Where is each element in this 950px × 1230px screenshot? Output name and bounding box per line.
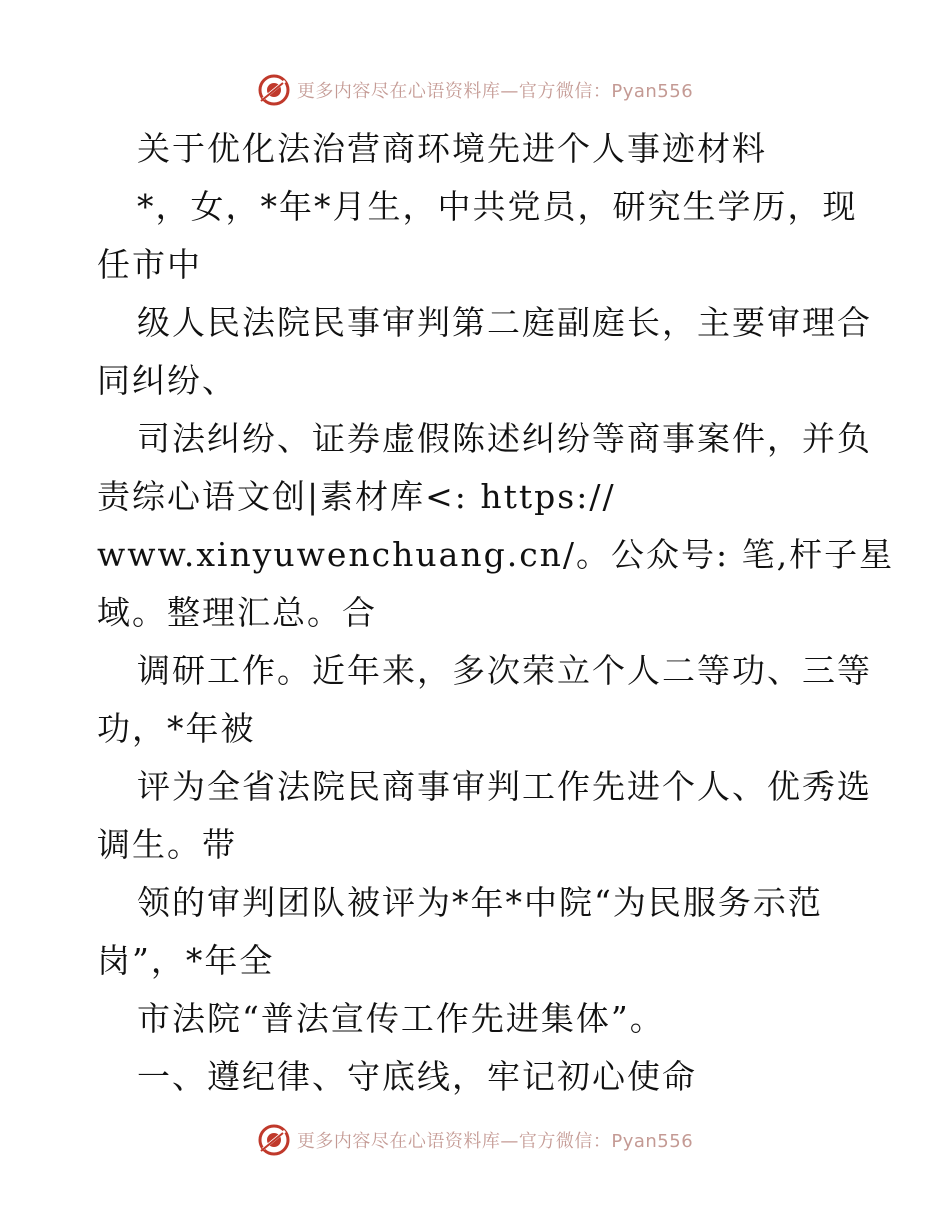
paragraph-line: 级人民法院民事审判第二庭副庭长，主要审理合 [137,303,872,342]
paragraph-line: 域。整理汇总。合 [97,593,377,632]
footer-watermark-text: 更多内容尽在心语资料库—官方微信：Pyan556 [296,1131,694,1152]
section-heading: 一、遵纪律、守底线，牢记初心使命 [137,1057,697,1096]
paragraph-line: 任市中 [97,245,202,284]
paragraph-line: *，女，*年*月生，中共党员，研究生学历，现 [137,187,858,226]
document-title: 关于优化法治营商环境先进个人事迹材料 [137,129,767,168]
footer-watermark [0,1120,950,1160]
paragraph-line: 领的审判团队被评为*年*中院“为民服务示范 [137,883,823,922]
paragraph-line: 岗”，*年全 [97,941,275,980]
brand-logo-icon [257,73,291,107]
paragraph-line: www.xinyuwenchuang.cn/。公众号: 笔,杆子星 [97,535,895,574]
document-body [97,120,895,1106]
paragraph-line: 调生。带 [97,825,237,864]
paragraph-line: 市法院“普法宣传工作先进集体”。 [137,999,665,1038]
paragraph-line: 同纠纷、 [97,361,237,400]
brand-logo-icon [257,1123,291,1157]
paragraph-line: 责综心语文创|素材库<: https:// [97,477,616,516]
paragraph-line: 评为全省法院民商事审判工作先进个人、优秀选 [137,767,872,806]
paragraph-line: 功，*年被 [97,709,256,748]
header-watermark-text: 更多内容尽在心语资料库—官方微信：Pyan556 [296,81,694,102]
paragraph-line: 司法纠纷、证券虚假陈述纠纷等商事案件，并负 [137,419,872,458]
header-watermark [0,70,950,110]
paragraph-line: 调研工作。近年来，多次荣立个人二等功、三等 [137,651,872,690]
